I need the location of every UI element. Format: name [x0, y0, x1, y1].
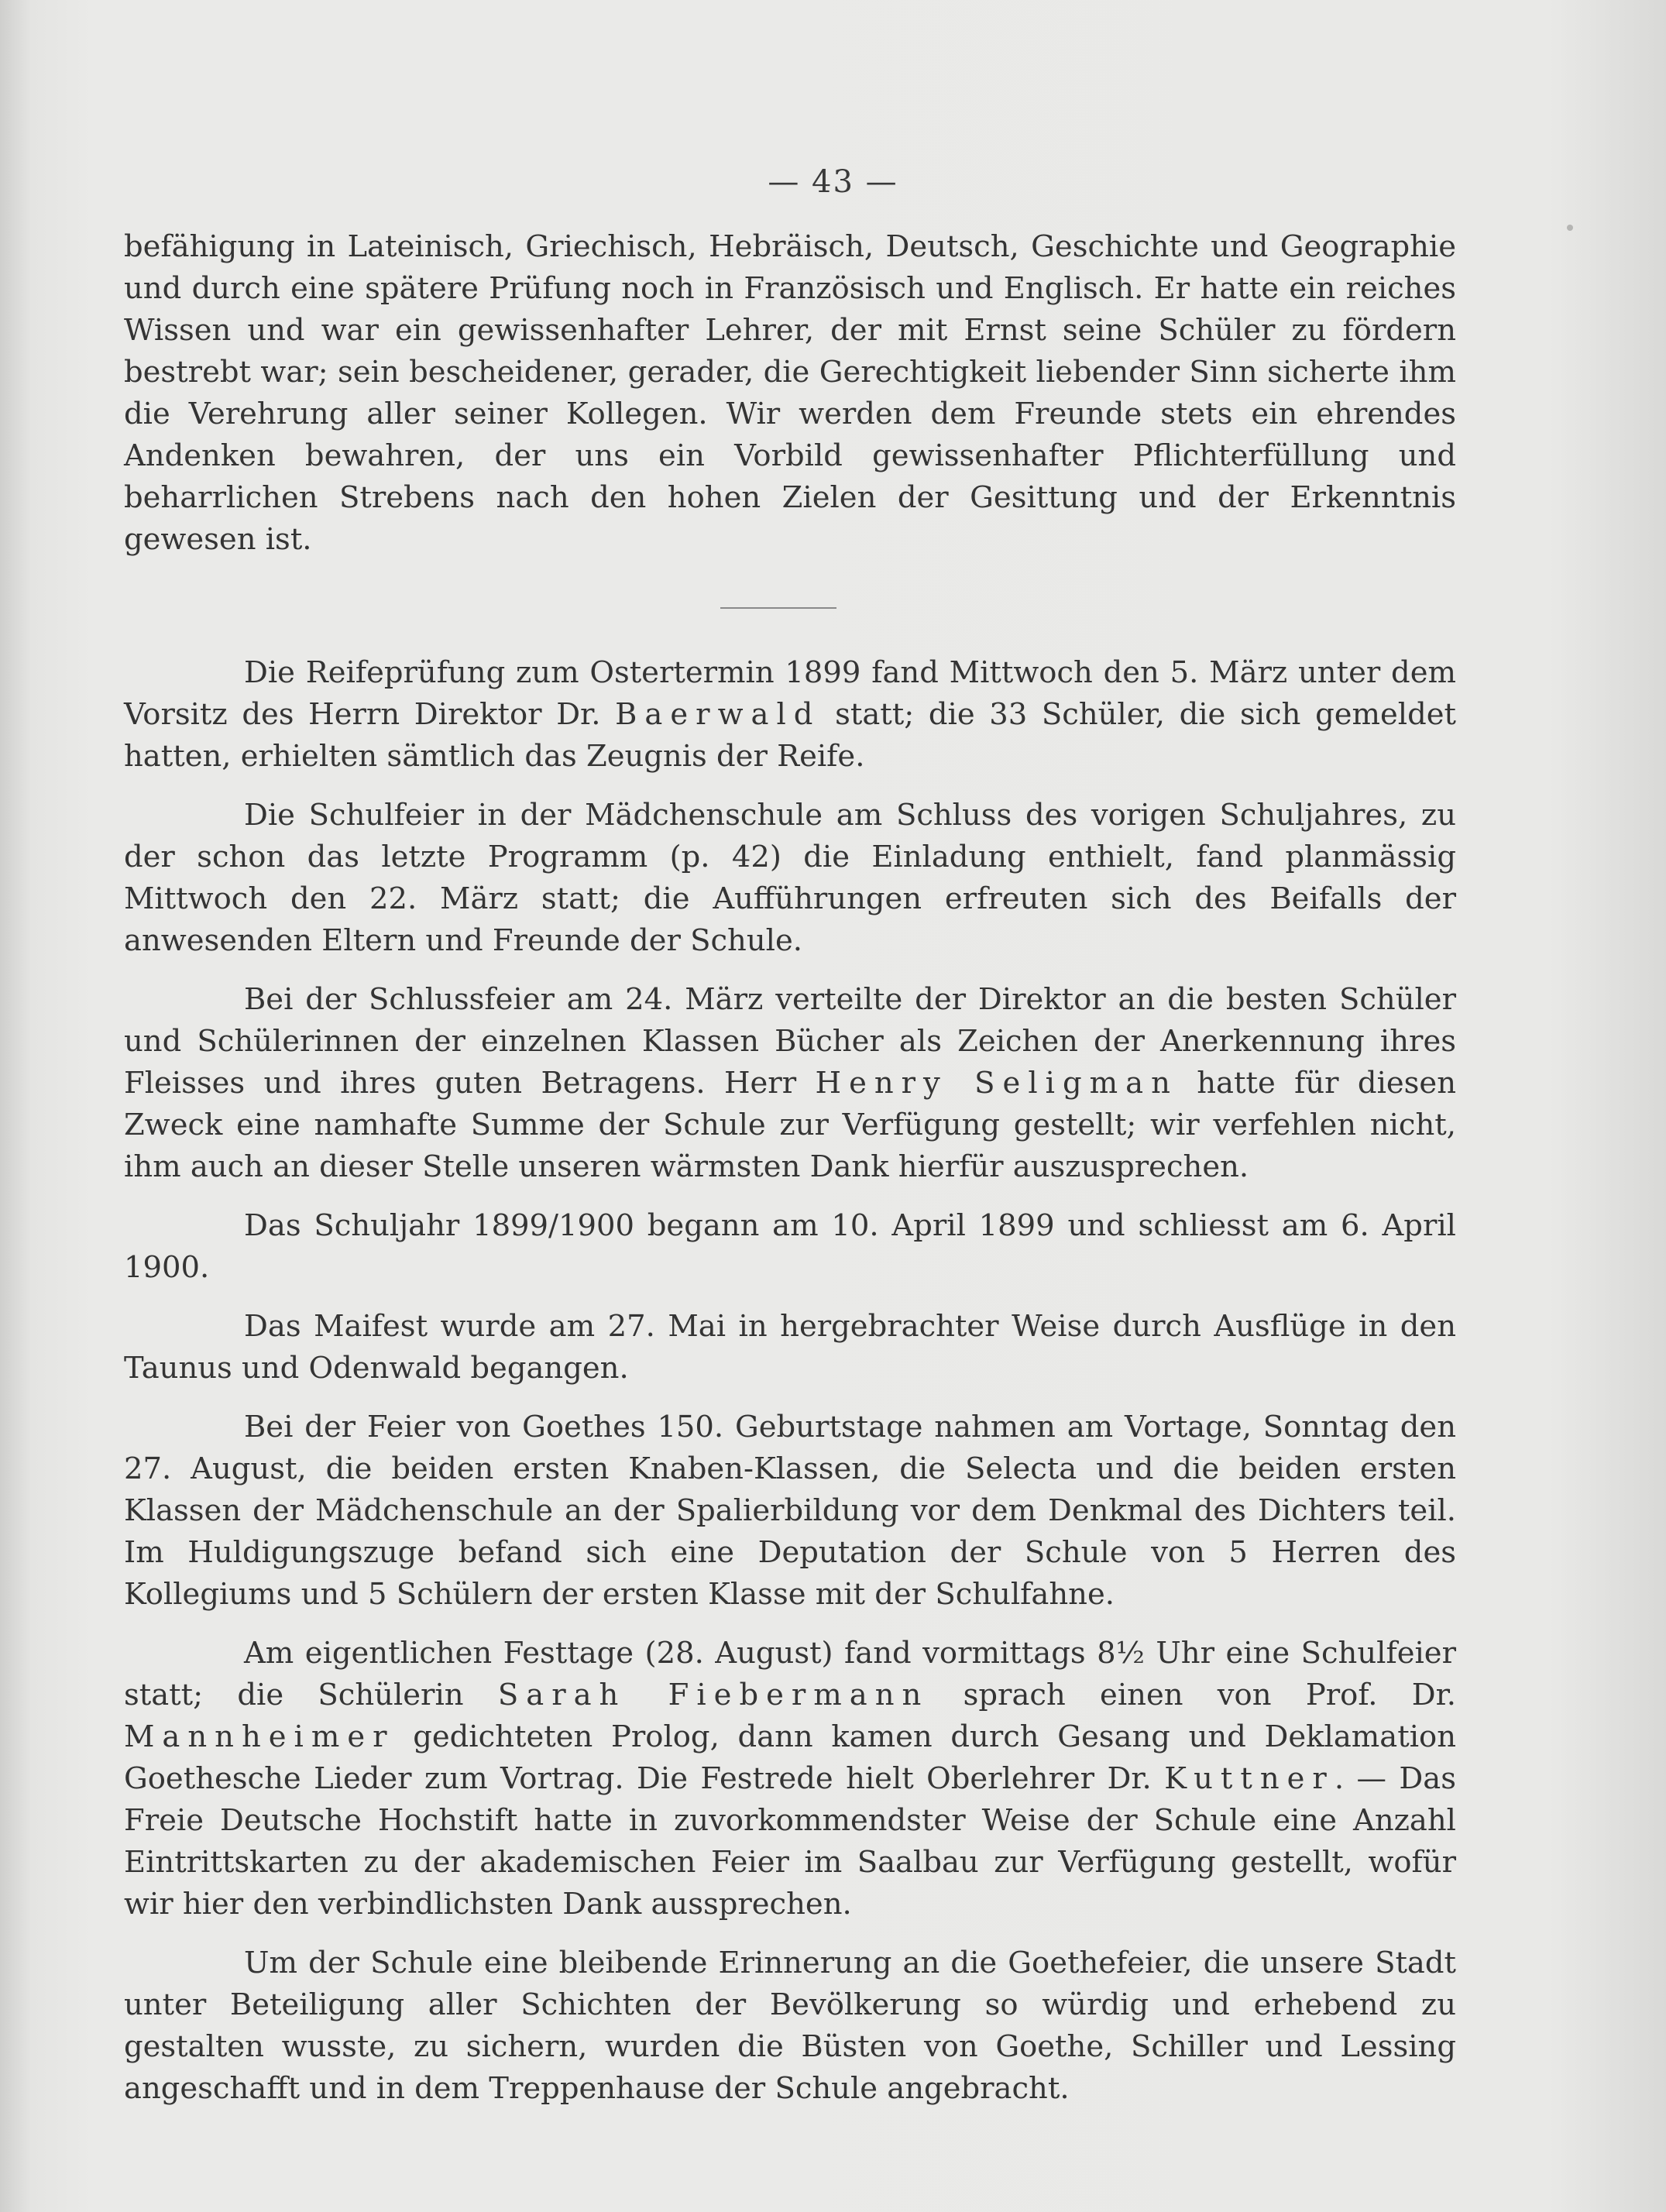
paragraph-goethefeier-buesten: Um der Schule eine bleibende Erinnerung an die Goethefeier, die unsere Stadt unter Beteiligung aller Schichten der Bevölkerung so würdig und erhebend zu gestalten wusste, zu sichern, wurden die Büsten von Goethe, Schiller und Lessing angeschafft und in dem Treppenhause der Schule angebracht. [124, 1946, 1456, 2106]
page-body [124, 226, 1456, 2110]
paragraph-schulfeier-maedchenschule: Die Schulfeier in der Mädchenschule am Schluss des vorigen Schuljahres, zu der schon das letzte Programm (p. 42) die Einladung enthielt, fand planmässig Mittwoch den 22. März statt; die Aufführungen erfreuten sich des Beifalls der anwesenden Eltern und Freunde der Schule. [124, 798, 1456, 958]
name-kuttner: Kuttner [1164, 1761, 1335, 1796]
name-mannheimer: Mannheimer [124, 1719, 395, 1754]
paragraph-schlussfeier: Bei der Schlussfeier am 24. März verteilte der Direktor an die besten Schüler und Schülerinnen der einzelnen Klassen Bücher als Zeichen der Anerkennung ihres Fleisses und ihres guten Betragens. Herr Henry Seligman hatte für diesen Zweck eine namhafte Summe der Schule zur Verfügung gestellt; wir verfehlen nicht, ihm auch an dieser Stelle unseren wärmsten Dank hierfür auszusprechen. [124, 982, 1456, 1184]
section-divider [720, 607, 836, 609]
paragraph-obituary-continuation: befähigung in Lateinisch, Griechisch, Hebräisch, Deutsch, Geschichte und Geographie und durch eine spätere Prüfung noch in Französisch und Englisch. Er hatte ein reiches Wissen und war ein gewissenhafter Lehrer, der mit Ernst seine Schüler zu fördern bestrebt war; sein bescheidener, gerader, die Gerechtigkeit liebender Sinn sicherte ihm die Verehrung aller seiner Kollegen. Wir werden dem Freunde stets ein ehrendes Andenken bewahren, der uns ein Vorbild gewissenhafter Pflichterfüllung und beharrlichen Strebens nach den hohen Zielen der Gesittung und der Erkenntnis gewesen ist. [124, 229, 1456, 557]
paragraph-goethe-geburtstag: Bei der Feier von Goethes 150. Geburtstage nahmen am Vortage, Sonntag den 27. August, die beiden ersten Knaben-Klassen, die Selecta und die beiden ersten Klassen der Mädchenschule an der Spalierbildung vor dem Denkmal des Dichters teil. Im Huldigungszuge befand sich eine Deputation der Schule von 5 Herren des Kollegiums und 5 Schülern der ersten Klasse mit der Schulfahne. [124, 1410, 1456, 1612]
paragraph-schuljahr: Das Schuljahr 1899/1900 begann am 10. April 1899 und schliesst am 6. April 1900. [124, 1208, 1456, 1285]
name-sarah-fiebermann: Sarah Fiebermann [497, 1678, 929, 1712]
paragraph-maifest: Das Maifest wurde am 27. Mai in hergebrachter Weise durch Ausflüge in den Taunus und Odenwald begangen. [124, 1309, 1456, 1386]
name-baerwald: Baerwald [615, 697, 821, 732]
paper-speck [1567, 225, 1573, 231]
page-number: — 43 — [768, 164, 898, 200]
name-henry-seligman: Henry Seligman [815, 1066, 1178, 1101]
paragraph-festtag: Am eigentlichen Festtage (28. August) fand vormittags 8½ Uhr eine Schulfeier statt; die Schülerin Sarah Fiebermann sprach einen von Prof. Dr. Mannheimer gedichteten Prolog, dann kamen durch Gesang und Deklamation Goethesche Lieder zum Vortrag. Die Festrede hielt Oberlehrer Dr. Kuttner. — Das Freie Deutsche Hochstift hatte in zuvorkommendster Weise der Schule eine Anzahl Eintrittskarten zu der akademischen Feier im Saalbau zur Verfügung gestellt, wofür wir hier den verbindlichsten Dank aussprechen. [124, 1636, 1457, 1922]
paragraph-reifepruefung: Die Reifeprüfung zum Ostertermin 1899 fand Mittwoch den 5. März unter dem Vorsitz des Herrn Direktor Dr. Baerwald statt; die 33 Schüler, die sich gemeldet hatten, erhielten sämtlich das Zeugnis der Reife. [124, 655, 1457, 774]
